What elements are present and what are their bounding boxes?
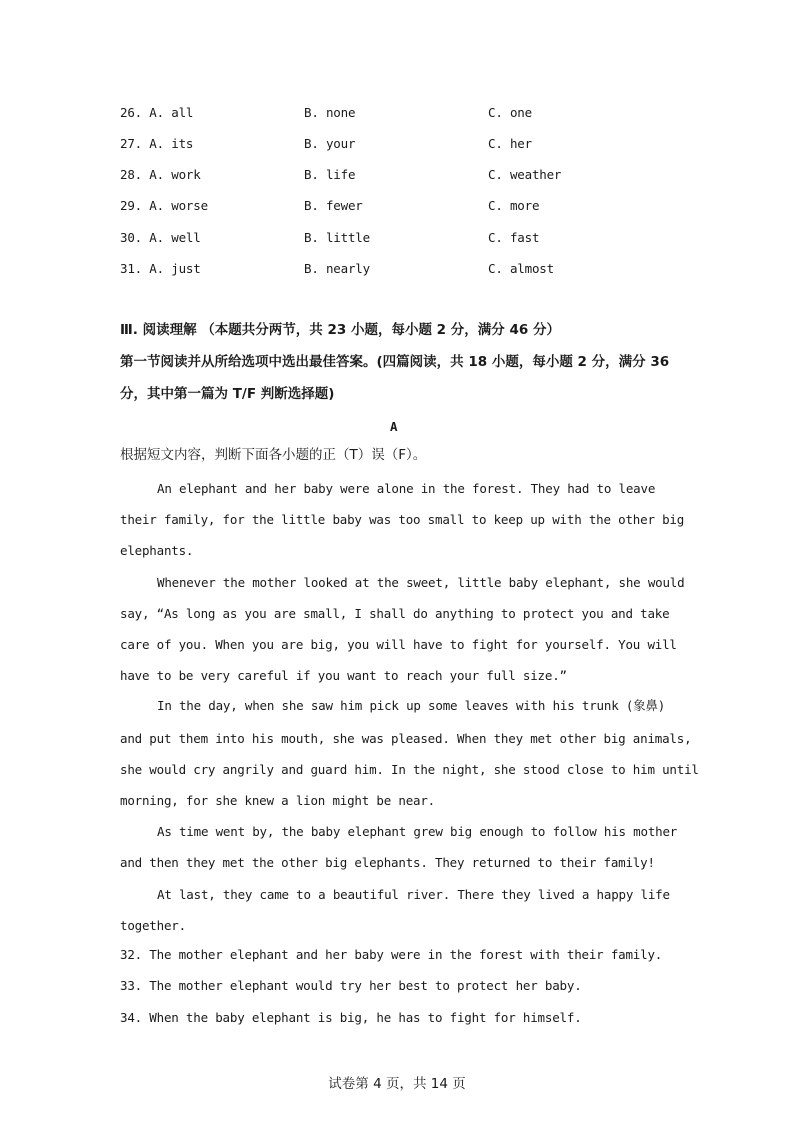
option-27-c: C. her — [488, 136, 532, 151]
option-29-b: B. fewer — [304, 198, 363, 213]
passage-line: At last, they came to a beautiful river. There they lived a happy life — [157, 887, 670, 902]
section-subtitle-line2: 分，其中第一篇为 T/F 判断选择题) — [120, 386, 335, 402]
option-28-a: 28. A. work — [120, 167, 201, 182]
passage-line: In the day, when she saw him pick up some leaves with his trunk (象鼻) — [157, 698, 666, 713]
passage-line: their family, for the little baby was too small to keep up with the other big — [120, 512, 685, 527]
passage-line: An elephant and her baby were alone in the forest. They had to leave — [157, 481, 656, 496]
option-30-a: 30. A. well — [120, 230, 201, 245]
passage-line: and then they met the other big elephants. They returned to their family! — [120, 855, 655, 870]
option-28-c: C. weather — [488, 167, 562, 182]
passage-line: have to be very careful if you want to reach your full size.” — [120, 668, 567, 683]
option-26-c: C. one — [488, 105, 532, 120]
passage-line: and put them into his mouth, she was pleased. When they met other big animals, — [120, 731, 692, 746]
option-27-a: 27. A. its — [120, 136, 194, 151]
option-30-c: C. fast — [488, 230, 540, 245]
option-26-a: 26. A. all — [120, 105, 194, 120]
option-29-c: C. more — [488, 198, 540, 213]
passage-letter: A — [390, 419, 398, 434]
passage-line: she would cry angrily and guard him. In the night, she stood close to him until — [120, 762, 699, 777]
option-28-b: B. life — [304, 167, 356, 182]
passage-line: say, “As long as you are small, I shall do anything to protect you and take — [120, 606, 670, 621]
passage-line: together. — [120, 918, 186, 933]
option-26-b: B. none — [304, 105, 356, 120]
option-31-c: C. almost — [488, 261, 554, 276]
question-32: 32. The mother elephant and her baby were in the forest with their family. — [120, 947, 663, 962]
option-27-b: B. your — [304, 136, 356, 151]
option-31-b: B. nearly — [304, 261, 370, 276]
passage-line: Whenever the mother looked at the sweet, little baby elephant, she would — [157, 575, 685, 590]
passage-instruction: 根据短文内容，判断下面各小题的正（T）误（F）。 — [120, 447, 427, 463]
section-subtitle-line1: 第一节阅读并从所给选项中选出最佳答案。(四篇阅读，共 18 小题，每小题 2 分，满分 36 — [120, 354, 670, 370]
page-footer: 试卷第 4 页，共 14 页 — [328, 1076, 466, 1092]
section-title: Ⅲ. 阅读理解 （本题共分两节，共 23 小题，每小题 2 分，满分 46 分） — [120, 322, 560, 338]
passage-line: morning, for she knew a lion might be near. — [120, 793, 436, 808]
passage-line: elephants. — [120, 543, 194, 558]
option-31-a: 31. A. just — [120, 261, 201, 276]
option-30-b: B. little — [304, 230, 370, 245]
passage-line: As time went by, the baby elephant grew big enough to follow his mother — [157, 824, 678, 839]
question-34: 34. When the baby elephant is big, he has to fight for himself. — [120, 1010, 582, 1025]
passage-line: care of you. When you are big, you will have to fight for yourself. You will — [120, 637, 677, 652]
option-29-a: 29. A. worse — [120, 198, 208, 213]
question-33: 33. The mother elephant would try her best to protect her baby. — [120, 978, 582, 993]
